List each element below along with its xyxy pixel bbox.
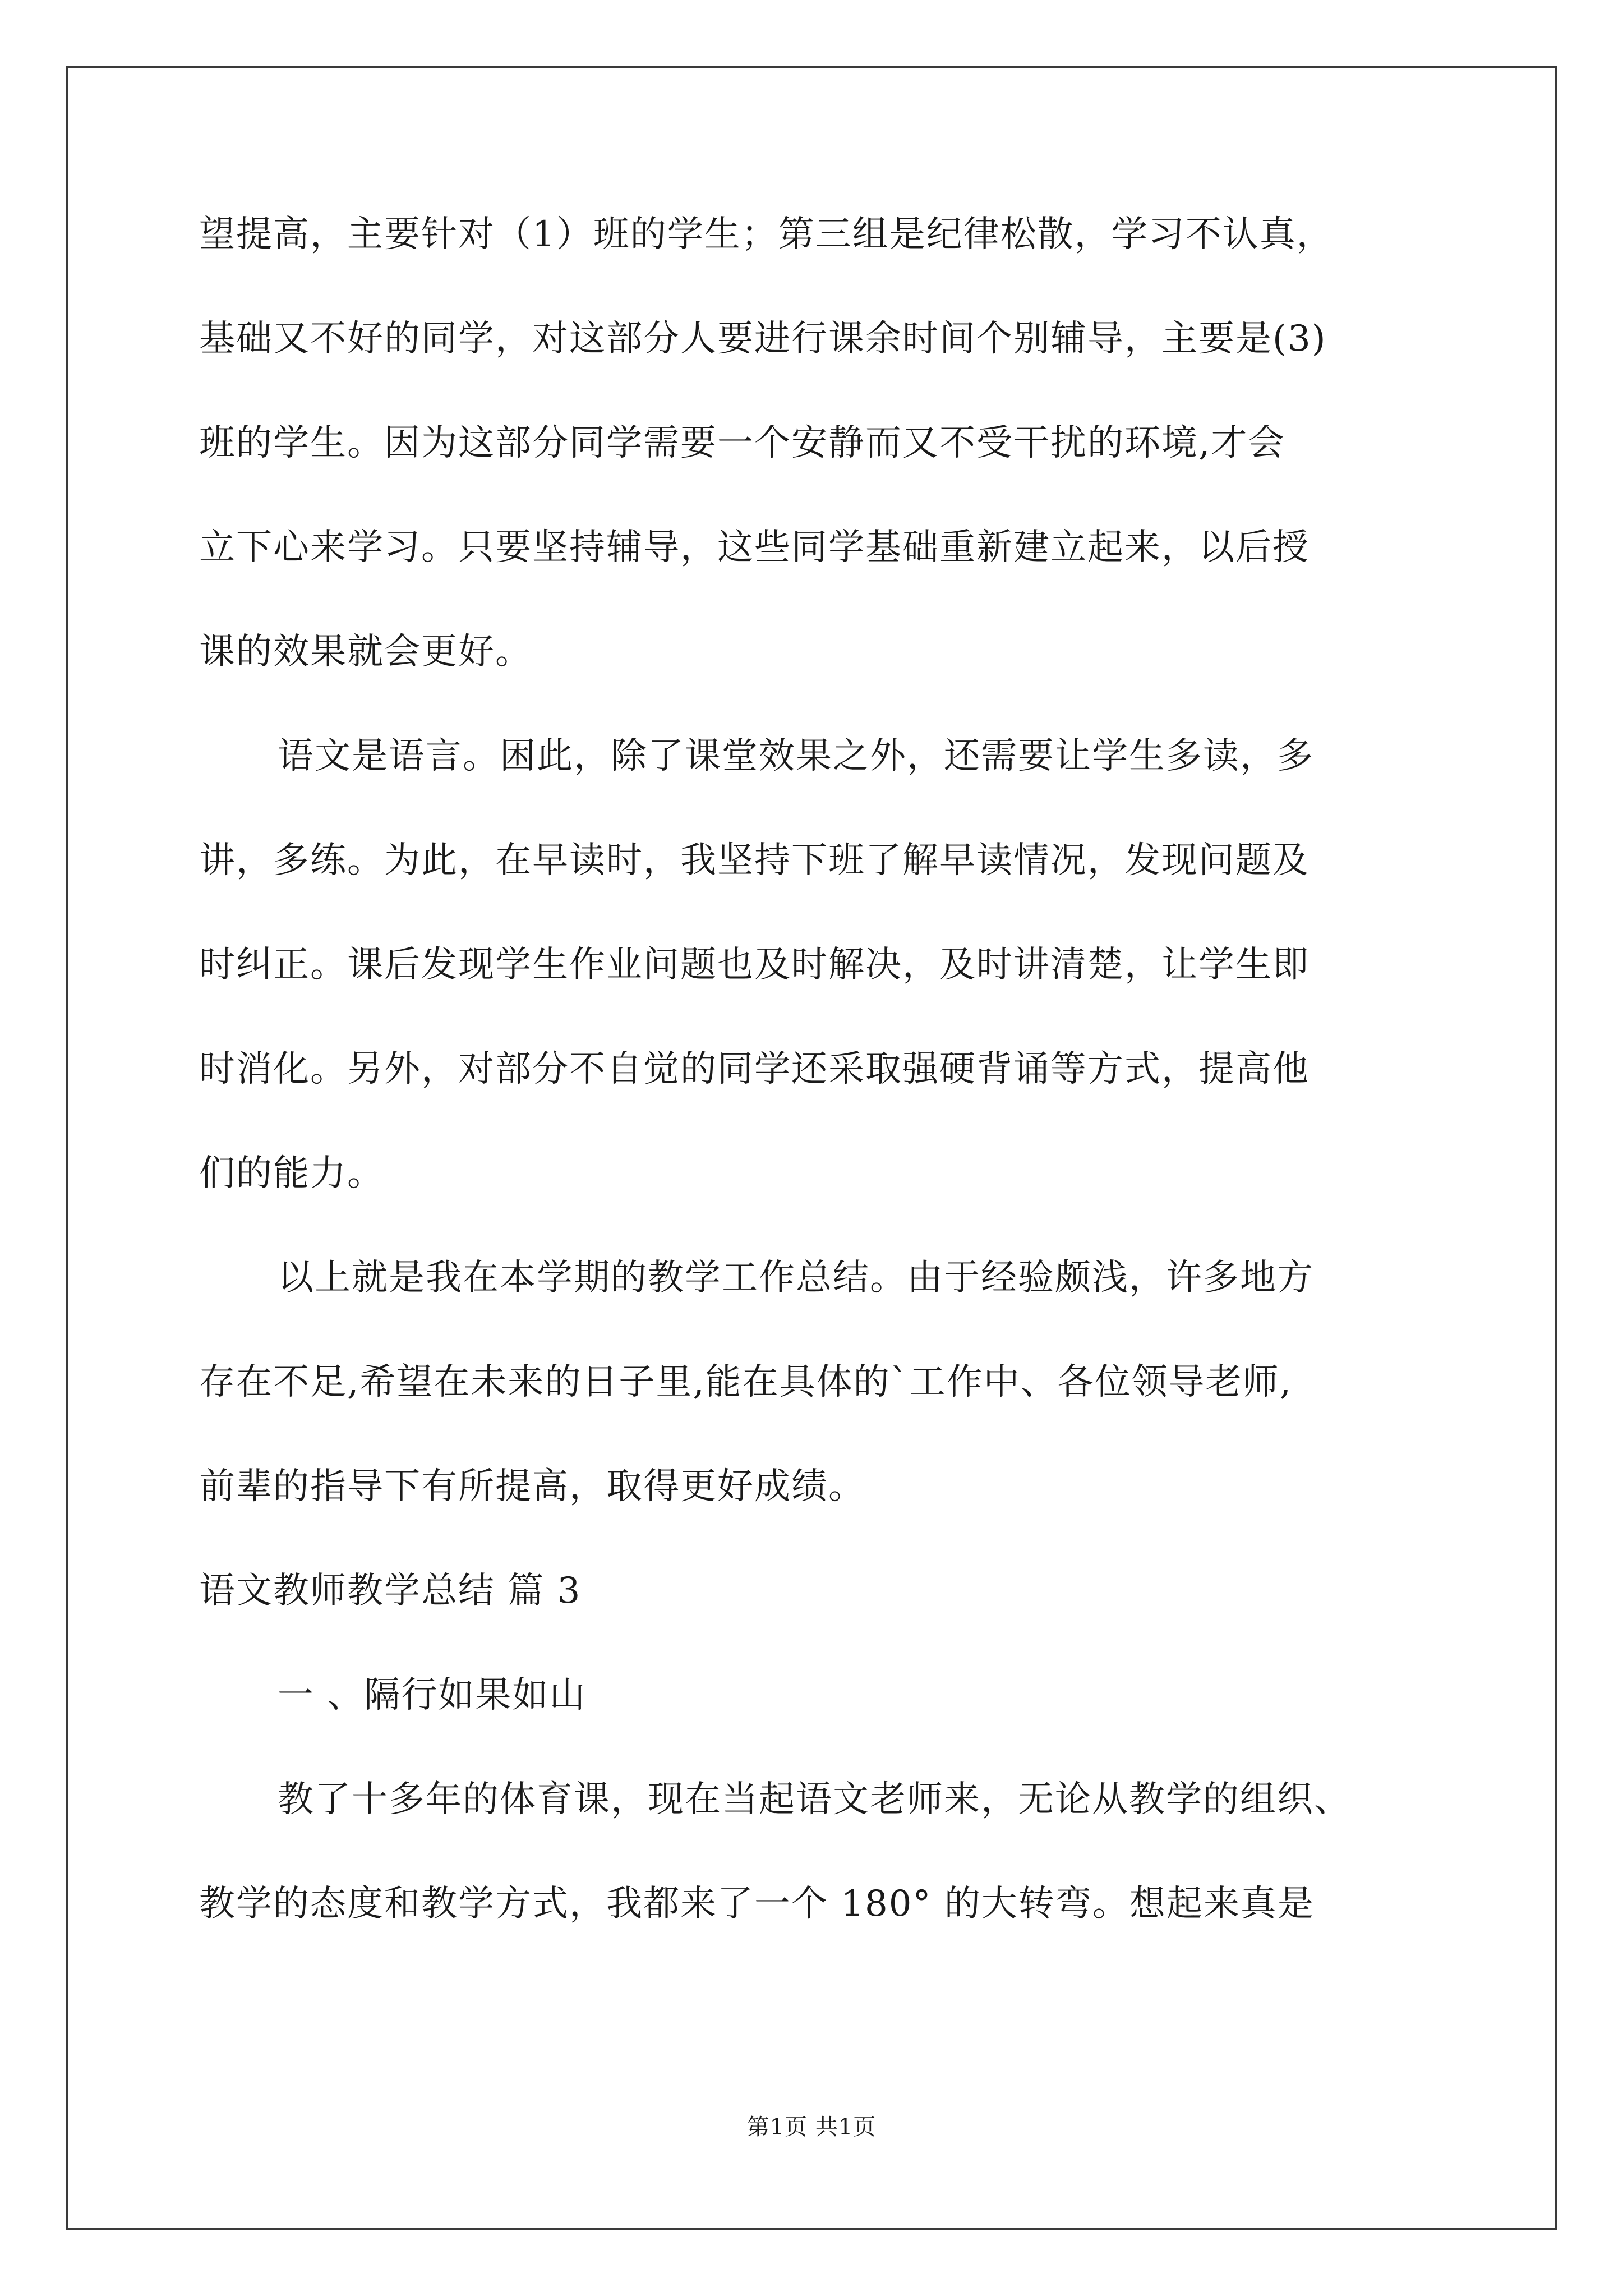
text-line: 存在不足,希望在未来的日子里,能在具体的`工作中、各位领导老师,	[199, 1361, 1293, 1403]
text-line: 时纠正。课后发现学生作业问题也及时解决，及时讲清楚，让学生即	[199, 944, 1310, 986]
text-line: 课的效果就会更好。	[199, 631, 532, 673]
text-line: 前辈的指导下有所提高，取得更好成绩。	[199, 1466, 865, 1507]
text-line: 班的学生。因为这部分同学需要一个安静而又不受干扰的环境,才会	[199, 422, 1285, 464]
subsection-heading: 一 、隔行如果如山	[278, 1674, 587, 1716]
text-line: 教学的态度和教学方式，我都来了一个 180° 的大转弯。想起来真是	[199, 1883, 1315, 1925]
page-number-footer: 第1页 共1页	[746, 2114, 877, 2140]
text-line: 讲，多练。为此，在早读时，我坚持下班了解早读情况，发现问题及	[199, 840, 1310, 881]
section-heading: 语文教师教学总结 篇 3	[199, 1570, 582, 1612]
text-line: 时消化。另外，对部分不自觉的同学还采取强硬背诵等方式，提高他	[199, 1048, 1310, 1090]
text-line: 教了十多年的体育课，现在当起语文老师来，无论从教学的组织、	[278, 1779, 1351, 1820]
text-line: 以上就是我在本学期的教学工作总结。由于经验颇浅，许多地方	[278, 1257, 1314, 1299]
document-body	[199, 209, 1433, 1982]
text-line: 立下心来学习。只要坚持辅导，这些同学基础重新建立起来，以后授	[199, 527, 1310, 568]
text-line: 语文是语言。困此，除了课堂效果之外，还需要让学生多读，多	[278, 735, 1314, 777]
text-line: 们的能力。	[199, 1153, 384, 1194]
text-line: 基础又不好的同学，对这部分人要进行课余时间个别辅导，主要是(3)	[199, 318, 1327, 360]
text-line: 望提高，主要针对（1）班的学生；第三组是纪律松散，学习不认真，	[199, 214, 1334, 255]
